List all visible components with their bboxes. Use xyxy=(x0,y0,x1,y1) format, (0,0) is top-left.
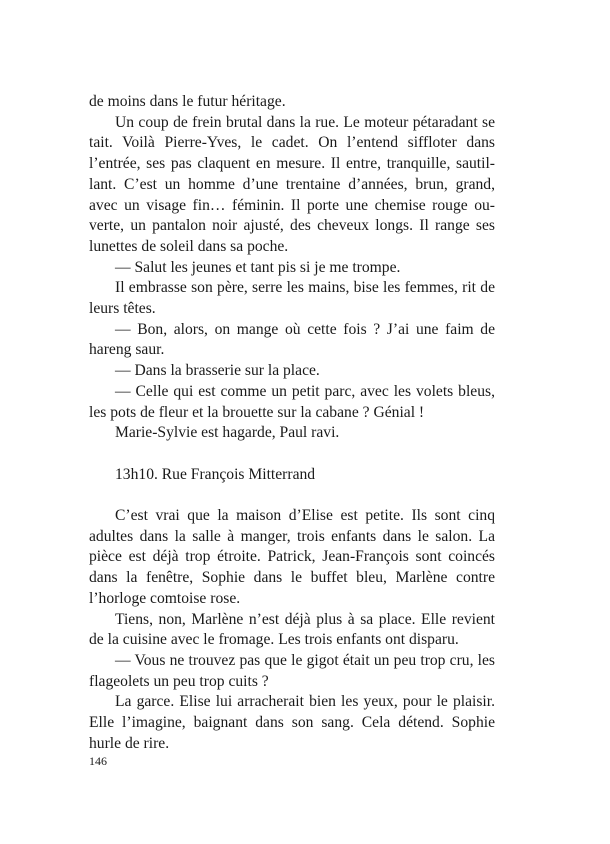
paragraph: C’est vrai que la maison d’Elise est petite. Ils sont cinq adultes dans la salle à manger, trois enfants dans le salon. La pièce est déjà trop étroite. Patrick, Jean-François sont coincés dans la fenêtre, Sophie dans le buffet bleu, Marlène contre l’horloge comtoise rose. xyxy=(89,507,495,607)
dialogue-line: — Salut les jeunes et tant pis si je me trompe. xyxy=(115,258,401,276)
section-gap xyxy=(89,485,495,506)
dialogue-line: — Bon, alors, on mange où cette fois ? J’ai une faim de hareng saur. xyxy=(89,320,495,359)
page-number: 146 xyxy=(89,754,107,768)
dialogue-line: — Celle qui est comme un petit parc, avec les volets bleus, les pots de fleur et la brouette sur la cabane ? Génial ! xyxy=(89,382,495,421)
paragraph: La garce. Elise lui arracherait bien les yeux, pour le plaisir. Elle l’imagine, baignant dans son sang. Cela détend. Sophie hurle de rire. xyxy=(89,693,495,752)
body-text xyxy=(89,92,495,754)
paragraph: Un coup de frein brutal dans la rue. Le moteur pétaradant se tait. Voilà Pierre-Yves, le cadet. On l’entend siffloter dans l’entrée, ses pas claquent en mesure. Il entre, tranquille, sautillant. C’est un homme d’une trentaine d’années, brun, grand, avec un visage fin… féminin. Il porte une chemise rouge ouverte, un pantalon noir ajusté, des cheveux longs. Il range ses lunettes de soleil dans sa poche. xyxy=(89,113,495,255)
section-heading: 13h10. Rue François Mitterrand xyxy=(115,465,316,483)
paragraph: de moins dans le futur héritage. xyxy=(89,93,286,110)
section-gap xyxy=(89,444,495,465)
paragraph: Tiens, non, Marlène n’est déjà plus à sa place. Elle revient de la cuisine avec le fromage. Les trois enfants ont disparu. xyxy=(89,610,495,649)
paragraph: Marie-Sylvie est hagarde, Paul ravi. xyxy=(115,424,340,442)
dialogue-line: — Dans la brasserie sur la place. xyxy=(115,362,320,380)
paragraph: Il embrasse son père, serre les mains, bise les femmes, rit de leurs têtes. xyxy=(89,279,495,318)
dialogue-line: — Vous ne trouvez pas que le gigot était un peu trop cru, les flageolets un peu trop cuits ? xyxy=(89,651,495,690)
